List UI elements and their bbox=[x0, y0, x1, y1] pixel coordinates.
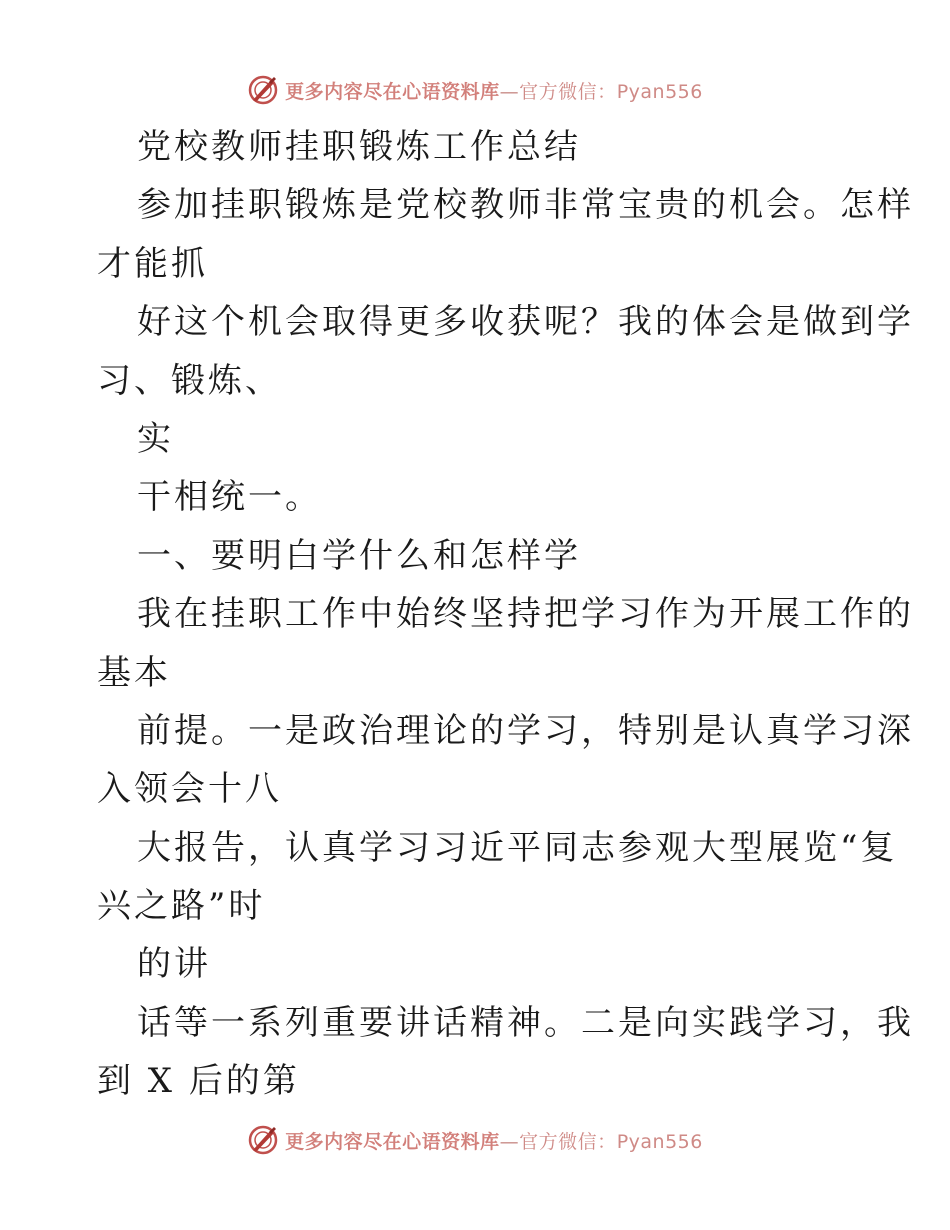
text-line: 到 X 后的第 bbox=[97, 1061, 300, 1102]
text-line: 参加挂职锻炼是党校教师非常宝贵的机会。怎样 bbox=[137, 185, 914, 226]
document-body bbox=[97, 118, 914, 1111]
text-line: 前提。一是政治理论的学习，特别是认真学习深 bbox=[137, 710, 914, 751]
footer-banner bbox=[0, 1120, 950, 1160]
text-line: 的讲 bbox=[137, 944, 211, 985]
banner-wechat-id: Pyan556 bbox=[616, 80, 703, 103]
text-line: 习、锻炼、 bbox=[97, 360, 282, 401]
text-line: 兴之路”时 bbox=[97, 886, 266, 927]
banner-site-text: 更多内容尽在心语资料库 bbox=[285, 80, 500, 103]
text-line: 才能抓 bbox=[97, 243, 208, 284]
banner-text bbox=[285, 1127, 703, 1154]
text-line: 党校教师挂职锻炼工作总结 bbox=[137, 127, 581, 167]
text-line: 干相统一。 bbox=[137, 477, 322, 518]
text-line: 基本 bbox=[97, 652, 171, 693]
text-line: 好这个机会取得更多收获呢？我的体会是做到学 bbox=[137, 302, 914, 343]
text-line: 实 bbox=[137, 418, 174, 459]
banner-dash: — bbox=[499, 80, 520, 103]
quill-seal-icon bbox=[247, 74, 279, 106]
quill-seal-icon bbox=[247, 1124, 279, 1156]
text-line: 入领会十八 bbox=[97, 769, 282, 810]
text-line: 大报告，认真学习习近平同志参观大型展览“复 bbox=[137, 827, 898, 868]
text-line: 话等一系列重要讲话精神。二是向实践学习，我 bbox=[137, 1002, 914, 1043]
banner-site-text: 更多内容尽在心语资料库 bbox=[285, 1130, 500, 1153]
banner-dash: — bbox=[499, 1130, 520, 1153]
text-line: 一、要明白学什么和怎样学 bbox=[137, 535, 581, 576]
banner-wechat-label: 官方微信： bbox=[519, 1130, 617, 1153]
header-banner bbox=[0, 70, 950, 110]
text-line: 我在挂职工作中始终坚持把学习作为开展工作的 bbox=[137, 594, 914, 635]
banner-wechat-label: 官方微信： bbox=[519, 80, 617, 103]
banner-wechat-id: Pyan556 bbox=[616, 1130, 703, 1153]
banner-text bbox=[285, 77, 703, 104]
